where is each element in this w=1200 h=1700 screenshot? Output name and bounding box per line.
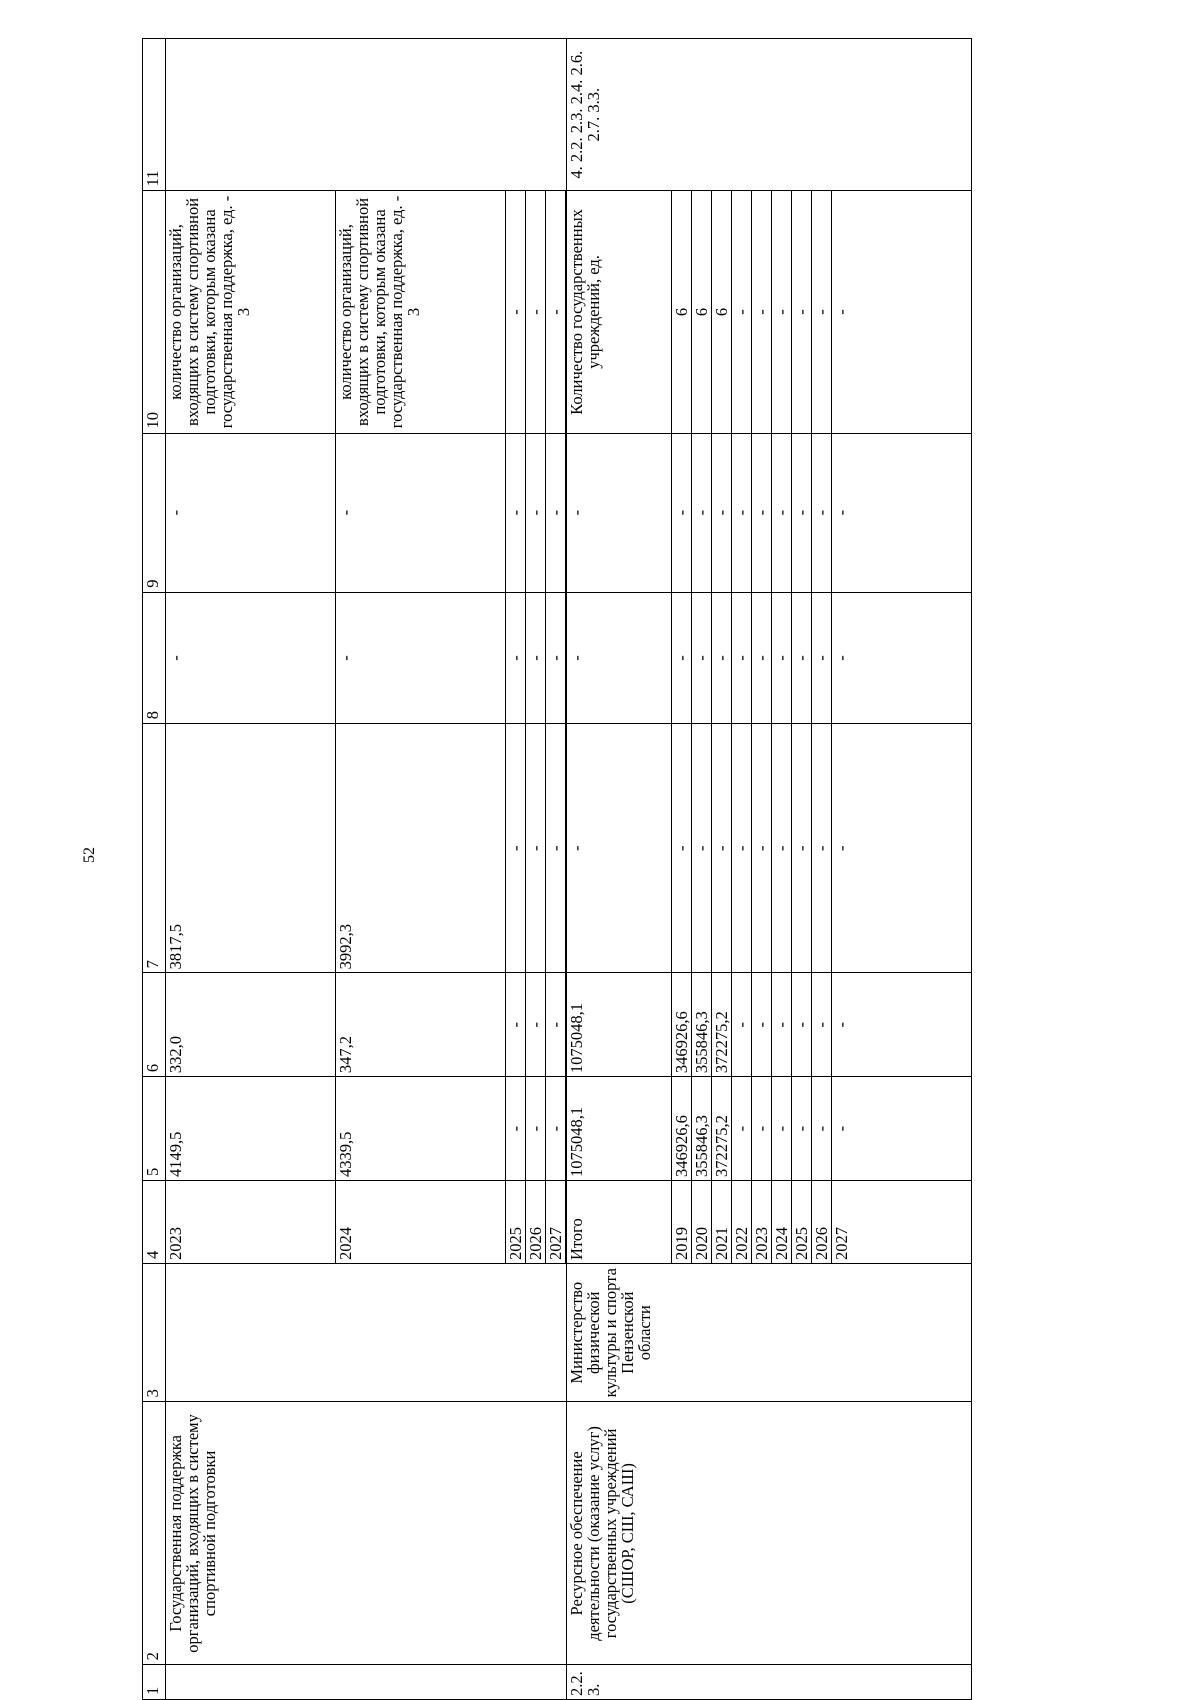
col-header: 4 xyxy=(143,1180,166,1263)
cell-c8: - xyxy=(811,592,831,723)
cell-c9: - xyxy=(546,433,567,592)
cell-c7: - xyxy=(711,724,731,973)
cell-c7: - xyxy=(506,724,526,973)
cell-c7: 3992,3 xyxy=(336,724,506,973)
cell-indicators: 4. 2.2. 2.3. 2.4. 2.6. 2.7. 3.3. xyxy=(566,39,971,191)
col-header: 6 xyxy=(143,973,166,1077)
cell-year: 2026 xyxy=(811,1180,831,1263)
cell-col3 xyxy=(166,1264,567,1402)
cell-c7: - xyxy=(811,724,831,973)
cell-year: 2025 xyxy=(791,1180,811,1263)
cell-c9: - xyxy=(691,433,711,592)
cell-c5: 4339,5 xyxy=(336,1077,506,1181)
cell-c8: - xyxy=(791,592,811,723)
col-header: 8 xyxy=(143,592,166,723)
cell-c10: - xyxy=(791,191,811,433)
cell-c7: - xyxy=(831,724,971,973)
cell-c10: - xyxy=(831,191,971,433)
col-header: 11 xyxy=(143,39,166,191)
cell-year: Итого xyxy=(566,1180,671,1263)
cell-c6: 347,2 xyxy=(336,973,506,1077)
cell-c7: - xyxy=(546,724,567,973)
cell-year: 2020 xyxy=(691,1180,711,1263)
cell-c7: 3817,5 xyxy=(166,724,336,973)
cell-c10: 6 xyxy=(671,191,691,433)
cell-c7: - xyxy=(771,724,791,973)
cell-c9: - xyxy=(711,433,731,592)
cell-c6: - xyxy=(811,973,831,1077)
cell-c10: - xyxy=(526,191,546,433)
cell-year: 2023 xyxy=(166,1180,336,1263)
column-number-row xyxy=(143,39,166,1700)
cell-c8: - xyxy=(336,592,506,723)
cell-c8: - xyxy=(711,592,731,723)
page-number: 52 xyxy=(81,847,98,863)
cell-year: 2027 xyxy=(831,1180,971,1263)
cell-year: 2025 xyxy=(506,1180,526,1263)
table-row xyxy=(166,39,336,1700)
cell-c5: - xyxy=(811,1077,831,1181)
cell-c10: - xyxy=(811,191,831,433)
cell-c10: количество организаций, входящих в систему спортивной подготовки, которым оказана государственная поддержка, ед. - 3 xyxy=(166,191,336,433)
cell-c8: - xyxy=(566,592,671,723)
cell-c10: - xyxy=(751,191,771,433)
cell-c6: - xyxy=(526,973,546,1077)
cell-c5: 346926,6 xyxy=(671,1077,691,1181)
cell-c10: - xyxy=(506,191,526,433)
cell-year: 2027 xyxy=(546,1180,567,1263)
cell-c5: - xyxy=(731,1077,751,1181)
cell-c9: - xyxy=(336,433,506,592)
cell-c9: - xyxy=(526,433,546,592)
cell-c6: - xyxy=(751,973,771,1077)
cell-c7: - xyxy=(671,724,691,973)
cell-c8: - xyxy=(691,592,711,723)
program-table xyxy=(142,38,972,1700)
cell-year: 2019 xyxy=(671,1180,691,1263)
table-row xyxy=(566,39,671,1700)
cell-c9: - xyxy=(811,433,831,592)
cell-c9: - xyxy=(831,433,971,592)
cell-c6: - xyxy=(771,973,791,1077)
cell-c8: - xyxy=(526,592,546,723)
rotated-table-container xyxy=(142,38,1098,1700)
cell-c8: - xyxy=(671,592,691,723)
cell-c5: - xyxy=(771,1077,791,1181)
cell-activity-name: Государственная поддержка организаций, входящих в систему спортивной подготовки xyxy=(166,1402,567,1665)
cell-c6: - xyxy=(506,973,526,1077)
cell-activity-name: Ресурсное обеспечение деятельности (оказание услуг) государственных учреждений (СШОР, СШ, САШ) xyxy=(566,1402,971,1665)
cell-c6: - xyxy=(791,973,811,1077)
cell-c5: - xyxy=(546,1077,567,1181)
cell-c8: - xyxy=(166,592,336,723)
cell-c8: - xyxy=(831,592,971,723)
cell-c8: - xyxy=(751,592,771,723)
cell-c10: Количество государственных учреждений, ед. xyxy=(566,191,671,433)
col-header: 2 xyxy=(143,1402,166,1665)
cell-c9: - xyxy=(671,433,691,592)
cell-c7: - xyxy=(731,724,751,973)
col-header: 10 xyxy=(143,191,166,433)
cell-c10: - xyxy=(771,191,791,433)
cell-year: 2021 xyxy=(711,1180,731,1263)
cell-c5: - xyxy=(831,1077,971,1181)
cell-c6: - xyxy=(546,973,567,1077)
cell-c8: - xyxy=(731,592,751,723)
cell-c7: - xyxy=(566,724,671,973)
cell-c8: - xyxy=(771,592,791,723)
cell-c10: 6 xyxy=(711,191,731,433)
cell-c10: 6 xyxy=(691,191,711,433)
cell-executor: Министерство физической культуры и спорта Пензенской области xyxy=(566,1264,971,1402)
cell-col1 xyxy=(166,1665,567,1700)
cell-c10: - xyxy=(731,191,751,433)
cell-c5: 4149,5 xyxy=(166,1077,336,1181)
cell-c6: 346926,6 xyxy=(671,973,691,1077)
cell-year: 2022 xyxy=(731,1180,751,1263)
cell-c5: 355846,3 xyxy=(691,1077,711,1181)
col-header: 3 xyxy=(143,1264,166,1402)
cell-year: 2023 xyxy=(751,1180,771,1263)
cell-c7: - xyxy=(751,724,771,973)
cell-c9: - xyxy=(751,433,771,592)
cell-c6: 372275,2 xyxy=(711,973,731,1077)
col-header: 1 xyxy=(143,1665,166,1700)
cell-c5: 372275,2 xyxy=(711,1077,731,1181)
cell-c6: 355846,3 xyxy=(691,973,711,1077)
cell-year: 2024 xyxy=(771,1180,791,1263)
cell-c9: - xyxy=(771,433,791,592)
cell-c9: - xyxy=(166,433,336,592)
cell-c9: - xyxy=(791,433,811,592)
cell-c5: - xyxy=(791,1077,811,1181)
cell-c6: - xyxy=(731,973,751,1077)
cell-c10: количество организаций, входящих в систему спортивной подготовки, которым оказана государственная поддержка, ед. - 3 xyxy=(336,191,506,433)
cell-c7: - xyxy=(791,724,811,973)
cell-c5: - xyxy=(506,1077,526,1181)
cell-c6: 1075048,1 xyxy=(566,973,671,1077)
col-header: 5 xyxy=(143,1077,166,1181)
cell-c9: - xyxy=(731,433,751,592)
cell-c6: - xyxy=(831,973,971,1077)
cell-c5: - xyxy=(526,1077,546,1181)
cell-c9: - xyxy=(506,433,526,592)
cell-row-number: 2.2.3. xyxy=(566,1665,971,1700)
cell-year: 2024 xyxy=(336,1180,506,1263)
cell-year: 2026 xyxy=(526,1180,546,1263)
cell-c8: - xyxy=(506,592,526,723)
cell-c5: - xyxy=(751,1077,771,1181)
cell-c5: 1075048,1 xyxy=(566,1077,671,1181)
cell-c6: 332,0 xyxy=(166,973,336,1077)
cell-c8: - xyxy=(546,592,567,723)
cell-c7: - xyxy=(691,724,711,973)
col-header: 7 xyxy=(143,724,166,973)
cell-c7: - xyxy=(526,724,546,973)
cell-col11 xyxy=(166,39,567,191)
col-header: 9 xyxy=(143,433,166,592)
cell-c10: - xyxy=(546,191,567,433)
cell-c9: - xyxy=(566,433,671,592)
